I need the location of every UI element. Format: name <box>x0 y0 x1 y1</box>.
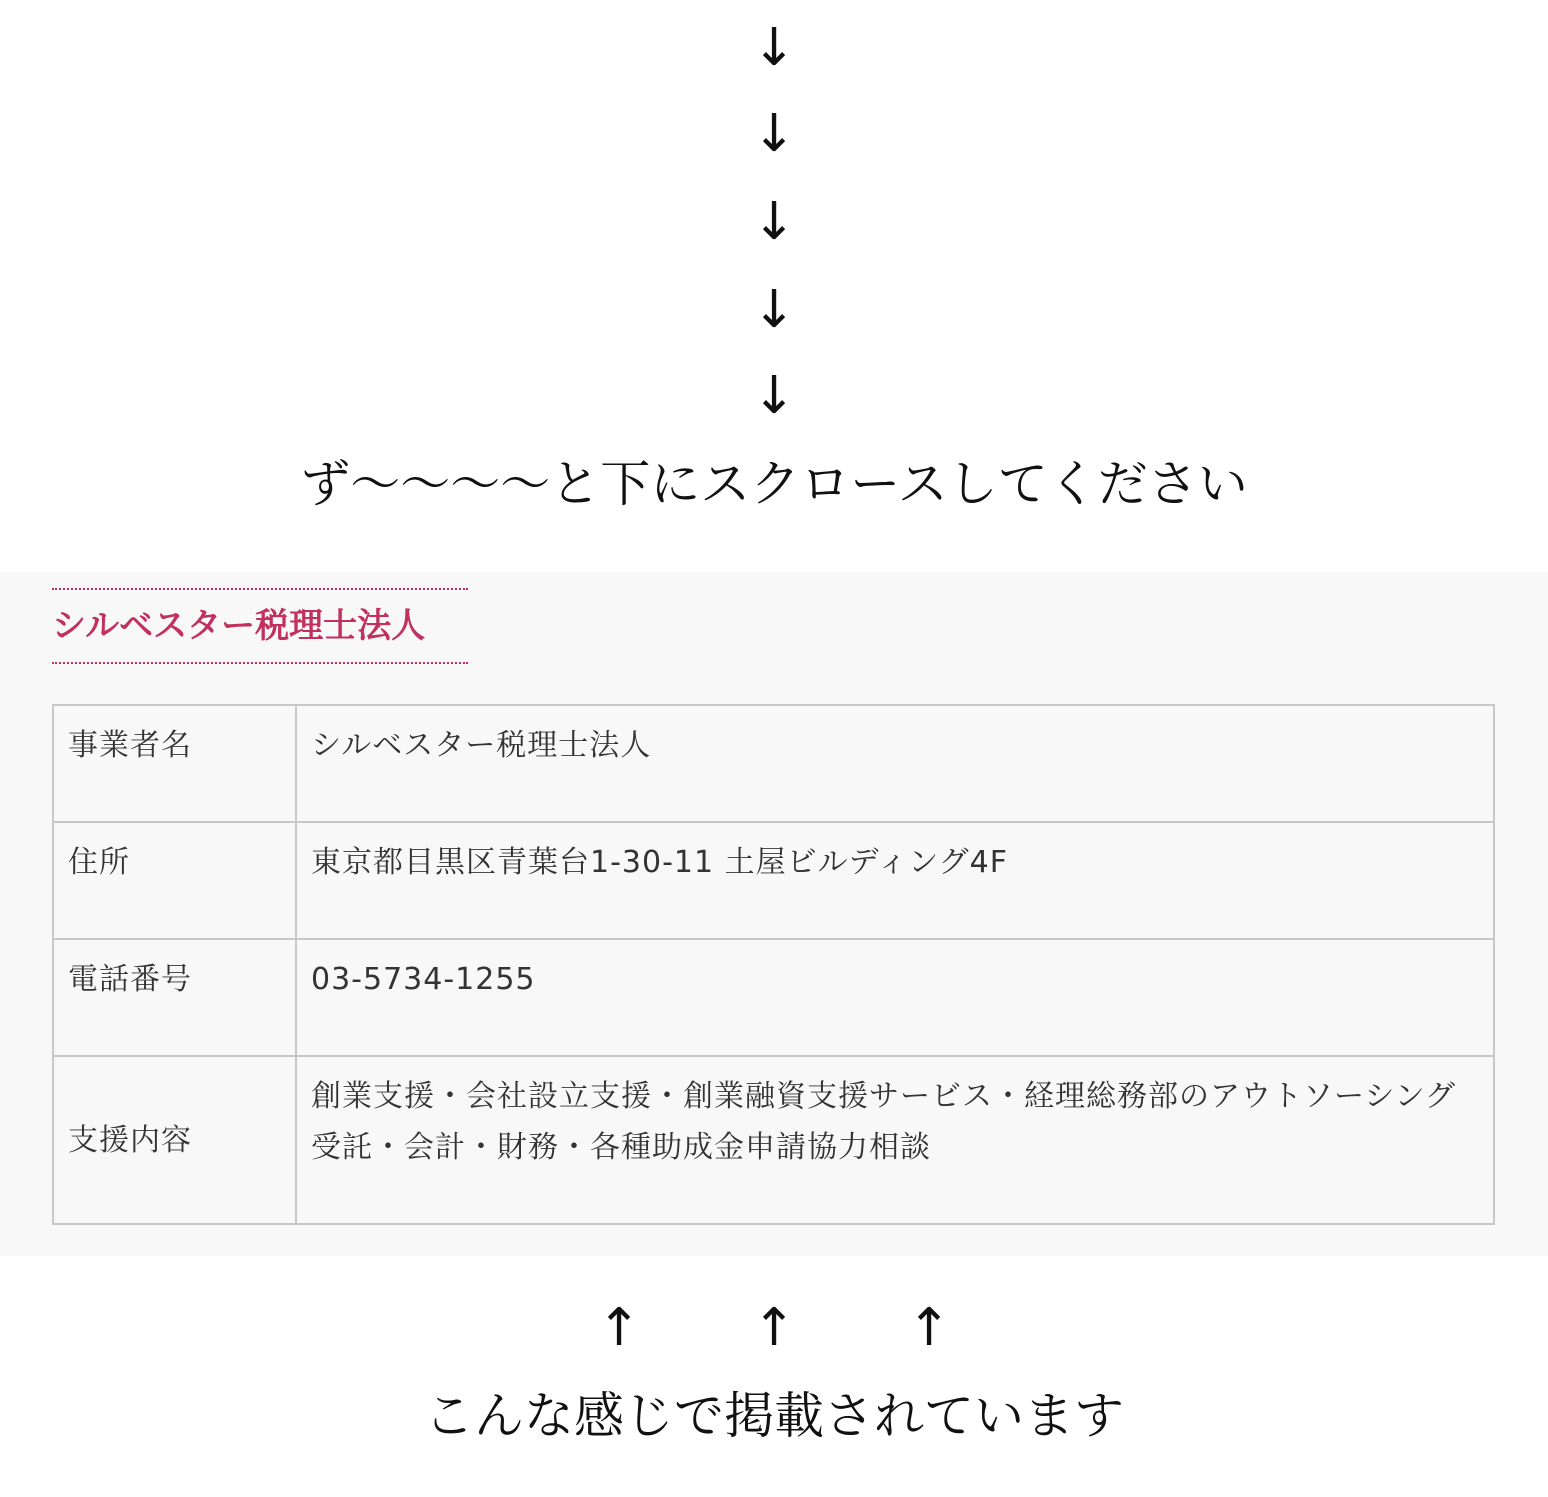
down-arrow-icon: ↓ <box>752 280 796 340</box>
company-title: シルベスター税理士法人 <box>52 588 468 664</box>
table-row <box>53 705 1494 822</box>
company-info-table <box>52 704 1495 1225</box>
down-arrow-icon: ↓ <box>752 104 796 164</box>
up-arrow-icon: ↑ <box>752 1298 796 1358</box>
bottom-arrow-group <box>0 1298 1548 1358</box>
row-label-address: 住所 <box>53 822 296 939</box>
down-arrow-icon: ↓ <box>752 18 796 78</box>
company-info-section <box>0 572 1548 1256</box>
up-arrow-icon: ↑ <box>907 1298 951 1358</box>
row-label-phone: 電話番号 <box>53 939 296 1056</box>
posted-example-text: こんな感じで掲載されています <box>424 1387 1124 1445</box>
table-row <box>53 822 1494 939</box>
table-row <box>53 1056 1494 1224</box>
row-value-business-name: シルベスター税理士法人 <box>296 705 1494 822</box>
down-arrow-icon: ↓ <box>752 192 796 252</box>
table-row <box>53 939 1494 1056</box>
down-arrow-icon: ↓ <box>752 366 796 426</box>
scroll-instruction-text: ず〜〜〜〜と下にスクロースしてください <box>300 455 1248 513</box>
row-value-support: 創業支援・会社設立支援・創業融資支援サービス・経理総務部のアウトソーシング受託・会計・財務・各種助成金申請協力相談 <box>296 1056 1494 1224</box>
row-value-address: 東京都目黒区青葉台1-30-11 土屋ビルディング4F <box>296 822 1494 939</box>
row-label-support: 支援内容 <box>53 1056 296 1224</box>
row-label-business-name: 事業者名 <box>53 705 296 822</box>
up-arrow-icon: ↑ <box>597 1298 641 1358</box>
row-value-phone: 03-5734-1255 <box>296 939 1494 1056</box>
